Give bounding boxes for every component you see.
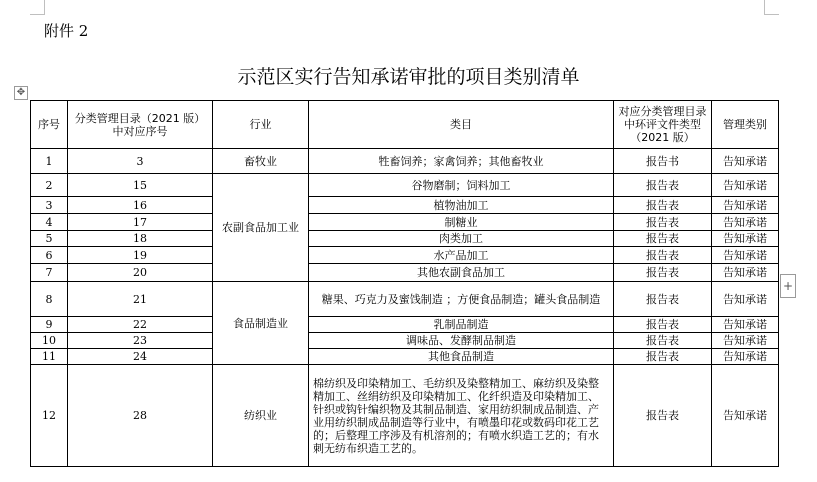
row-doc-type: 报告表	[614, 282, 712, 317]
page-corner-marker-right	[764, 0, 779, 15]
row-item: 棉纺织及印染精加工、毛纺织及染整精加工、麻纺织及染整精加工、丝绢纺织及印染精加工、化纤织造及印染精加工、针织或钩针编织物及其制品制造、家用纺织制成品制造、产业用纺织制成品制造等行业中，有喷墨印花或数码印花工艺的；后整理工序涉及有机溶剂的；有喷水织造工艺的；有水刺无纺布织造工艺的。	[309, 365, 614, 467]
row-doc-type: 报告表	[614, 349, 712, 365]
row-catalog: 3	[68, 149, 213, 174]
industry-textile: 纺织业	[213, 365, 309, 467]
row-doc-type: 报告表	[614, 231, 712, 247]
row-doc-type: 报告表	[614, 365, 712, 467]
row-index: 10	[31, 333, 68, 349]
row-item: 制糖业	[309, 214, 614, 231]
row-catalog: 22	[68, 317, 213, 333]
table-row	[31, 365, 779, 467]
table-row	[31, 214, 779, 231]
table-row	[31, 333, 779, 349]
row-item: 调味品、发酵制品制造	[309, 333, 614, 349]
row-mgmt: 告知承诺	[712, 231, 779, 247]
add-column-icon[interactable]: +	[780, 274, 796, 298]
row-item: 植物油加工	[309, 197, 614, 214]
row-index: 8	[31, 282, 68, 317]
industry-agri: 农副食品加工业	[213, 174, 309, 282]
table-move-handle-icon[interactable]: ✥	[14, 86, 28, 100]
row-mgmt: 告知承诺	[712, 264, 779, 282]
row-mgmt: 告知承诺	[712, 317, 779, 333]
row-index: 2	[31, 174, 68, 197]
row-index: 6	[31, 247, 68, 264]
header-catalog: 分类管理目录（2021 版）中对应序号	[68, 101, 213, 149]
row-item: 其他食品制造	[309, 349, 614, 365]
row-index: 7	[31, 264, 68, 282]
row-mgmt: 告知承诺	[712, 197, 779, 214]
row-catalog: 15	[68, 174, 213, 197]
row-catalog: 23	[68, 333, 213, 349]
row-mgmt: 告知承诺	[712, 365, 779, 467]
page-title: 示范区实行告知承诺审批的项目类别清单	[237, 66, 580, 88]
page-corner-marker-left	[30, 0, 45, 15]
row-index: 4	[31, 214, 68, 231]
table-row	[31, 149, 779, 174]
row-index: 3	[31, 197, 68, 214]
industry-food: 食品制造业	[213, 282, 309, 365]
row-doc-type: 报告书	[614, 149, 712, 174]
row-index: 5	[31, 231, 68, 247]
row-catalog: 21	[68, 282, 213, 317]
row-doc-type: 报告表	[614, 174, 712, 197]
row-index: 11	[31, 349, 68, 365]
row-item: 糖果、巧克力及蜜饯制造 ；方便食品制造；罐头食品制造	[309, 282, 614, 317]
row-item: 水产品加工	[309, 247, 614, 264]
table-header-row	[31, 101, 779, 149]
row-catalog: 16	[68, 197, 213, 214]
header-category: 类目	[309, 101, 614, 149]
table-row	[31, 231, 779, 247]
row-mgmt: 告知承诺	[712, 333, 779, 349]
row-item: 肉类加工	[309, 231, 614, 247]
table-row	[31, 349, 779, 365]
table-row	[31, 317, 779, 333]
row-item: 其他农副食品加工	[309, 264, 614, 282]
row-mgmt: 告知承诺	[712, 247, 779, 264]
row-index: 12	[31, 365, 68, 467]
table-row	[31, 247, 779, 264]
row-item: 谷物磨制；饲料加工	[309, 174, 614, 197]
row-catalog: 24	[68, 349, 213, 365]
row-mgmt: 告知承诺	[712, 174, 779, 197]
header-index: 序号	[31, 101, 68, 149]
row-item: 牲畜饲养；家禽饲养；其他畜牧业	[309, 149, 614, 174]
header-doc-type: 对应分类管理目录中环评文件类型（2021 版）	[614, 101, 712, 149]
row-catalog: 19	[68, 247, 213, 264]
industry-animal: 畜牧业	[213, 149, 309, 174]
row-mgmt: 告知承诺	[712, 282, 779, 317]
row-index: 1	[31, 149, 68, 174]
row-mgmt: 告知承诺	[712, 349, 779, 365]
row-doc-type: 报告表	[614, 333, 712, 349]
table-row	[31, 264, 779, 282]
row-catalog: 18	[68, 231, 213, 247]
row-catalog: 17	[68, 214, 213, 231]
row-catalog: 20	[68, 264, 213, 282]
row-doc-type: 报告表	[614, 264, 712, 282]
table-row	[31, 282, 779, 317]
header-mgmt: 管理类别	[712, 101, 779, 149]
row-doc-type: 报告表	[614, 247, 712, 264]
project-category-table	[30, 100, 779, 467]
row-index: 9	[31, 317, 68, 333]
row-doc-type: 报告表	[614, 317, 712, 333]
row-mgmt: 告知承诺	[712, 149, 779, 174]
row-item: 乳制品制造	[309, 317, 614, 333]
row-catalog: 28	[68, 365, 213, 467]
row-mgmt: 告知承诺	[712, 214, 779, 231]
row-doc-type: 报告表	[614, 214, 712, 231]
table-row	[31, 197, 779, 214]
attachment-label: 附件 2	[44, 22, 89, 40]
header-industry: 行业	[213, 101, 309, 149]
table-row	[31, 174, 779, 197]
row-doc-type: 报告表	[614, 197, 712, 214]
